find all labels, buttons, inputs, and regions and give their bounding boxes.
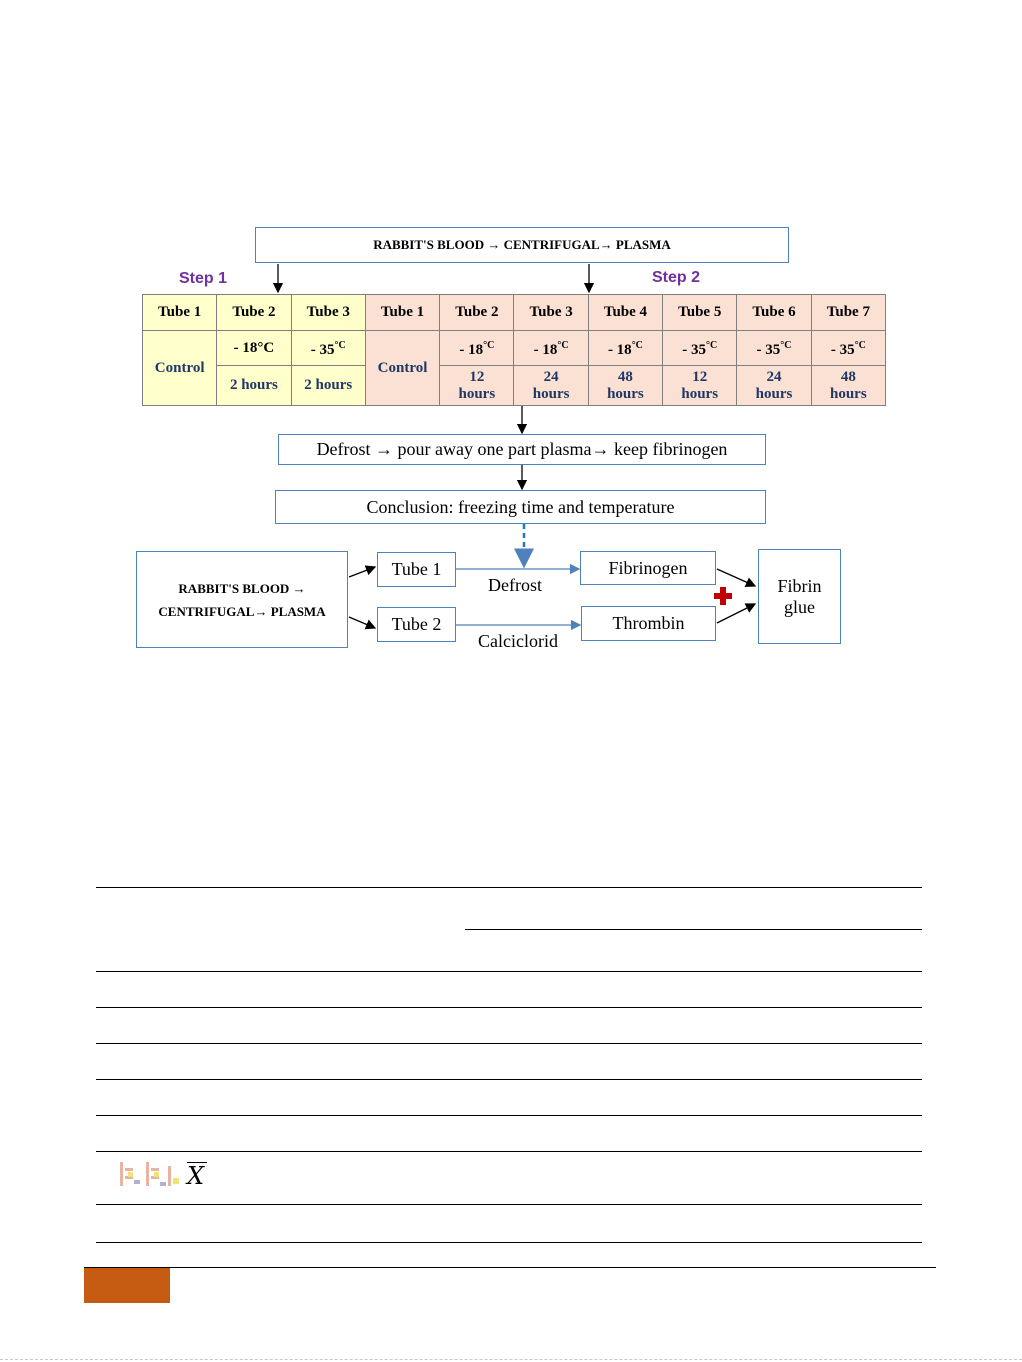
temp-cell: - $18^{^\circ C}$	[440, 331, 514, 366]
temp-cell: - $35^{^\circ C}$	[291, 331, 365, 366]
table-rule	[96, 1079, 922, 1080]
header-cell: Tube 4	[588, 295, 662, 331]
control-cell-step2: Control	[365, 331, 439, 406]
source-box	[136, 551, 348, 648]
source-line1: RABBIT'S BLOOD →	[178, 580, 306, 596]
control-cell-step1: Control	[143, 331, 217, 406]
table-rule	[96, 887, 922, 888]
tubes-table	[142, 294, 886, 406]
table-rule	[96, 1204, 922, 1205]
fibrinogen-label: Fibrinogen	[608, 557, 688, 578]
time-cell: 48 hours	[588, 366, 662, 406]
header-cell: Tube 1	[365, 295, 439, 331]
arrow-fibrinogen-glue	[717, 569, 755, 586]
defrost-box	[278, 434, 766, 465]
temp-cell: - $35^{^\circ C}$	[737, 331, 811, 366]
conclusion-box	[275, 490, 766, 524]
time-cell: 2 hours	[217, 366, 291, 406]
page-bottom-dashed-edge	[0, 1359, 1022, 1360]
source-line2: CENTRIFUGAL→ PLASMA	[158, 603, 326, 619]
header-cell: Tube 2	[440, 295, 514, 331]
table-rule	[96, 1043, 922, 1044]
plus-icon	[713, 586, 733, 606]
header-cell: Tube 5	[663, 295, 737, 331]
step2-label: Step 2	[652, 269, 701, 286]
x-bar-symbol: X	[187, 1162, 205, 1190]
header-cell: Tube 1	[143, 295, 217, 331]
formula-artifact-icon	[118, 1158, 182, 1192]
footer-rule	[84, 1267, 936, 1268]
temp-cell: - $18^{^\circ C}$	[514, 331, 588, 366]
temp-cell: - $35^{^\circ C}$	[811, 331, 885, 366]
time-cell: 12 hours	[663, 366, 737, 406]
header-cell: Tube 3	[514, 295, 588, 331]
step1-label: Step 1	[179, 270, 228, 287]
table-rule	[96, 1151, 922, 1152]
tube2-label: Tube 2	[391, 614, 442, 634]
thrombin-box	[581, 606, 716, 641]
arrow-thrombin-glue	[717, 604, 755, 623]
thrombin-label: Thrombin	[612, 613, 685, 633]
arrow-source-tube2	[349, 617, 375, 628]
footer-accent-block	[84, 1268, 170, 1303]
time-cell: 24 hours	[514, 366, 588, 406]
defrost-text: Defrost → pour away one part plasma→ keep fibrinogen	[316, 439, 728, 459]
fibrin-glue-box	[758, 549, 841, 644]
defrost-arrow-label: Defrost	[488, 575, 542, 595]
table-rule	[96, 1242, 922, 1243]
temp-cell: - $18^{^\circ C}$	[588, 331, 662, 366]
conclusion-text: Conclusion: freezing time and temperature	[366, 496, 675, 517]
temp-cell: - $35^{^\circ C}$	[663, 331, 737, 366]
fibrinogen-box	[580, 551, 716, 585]
table-rule	[465, 929, 922, 930]
time-cell: 12 hours	[440, 366, 514, 406]
arrow-source-tube1	[349, 567, 375, 577]
table-rule	[96, 1115, 922, 1116]
tube1-label: Tube 1	[391, 559, 442, 579]
tube2-box	[377, 607, 456, 642]
time-cell: 2 hours	[291, 366, 365, 406]
top-source-text: RABBIT'S BLOOD → CENTRIFUGAL→ PLASMA	[373, 237, 671, 252]
header-cell: Tube 3	[291, 295, 365, 331]
table-rule	[96, 1007, 922, 1008]
fibrin-line2: glue	[784, 596, 815, 617]
fibrin-line1: Fibrin	[777, 575, 822, 596]
time-cell: 48 hours	[811, 366, 885, 406]
calciclorid-arrow-label: Calciclorid	[478, 631, 558, 651]
header-cell: Tube 2	[217, 295, 291, 331]
time-cell: 24 hours	[737, 366, 811, 406]
header-cell: Tube 6	[737, 295, 811, 331]
header-cell: Tube 7	[811, 295, 885, 331]
temp-cell: - 18°C	[217, 331, 291, 366]
table-rule	[96, 971, 922, 972]
tube1-box	[377, 552, 456, 587]
